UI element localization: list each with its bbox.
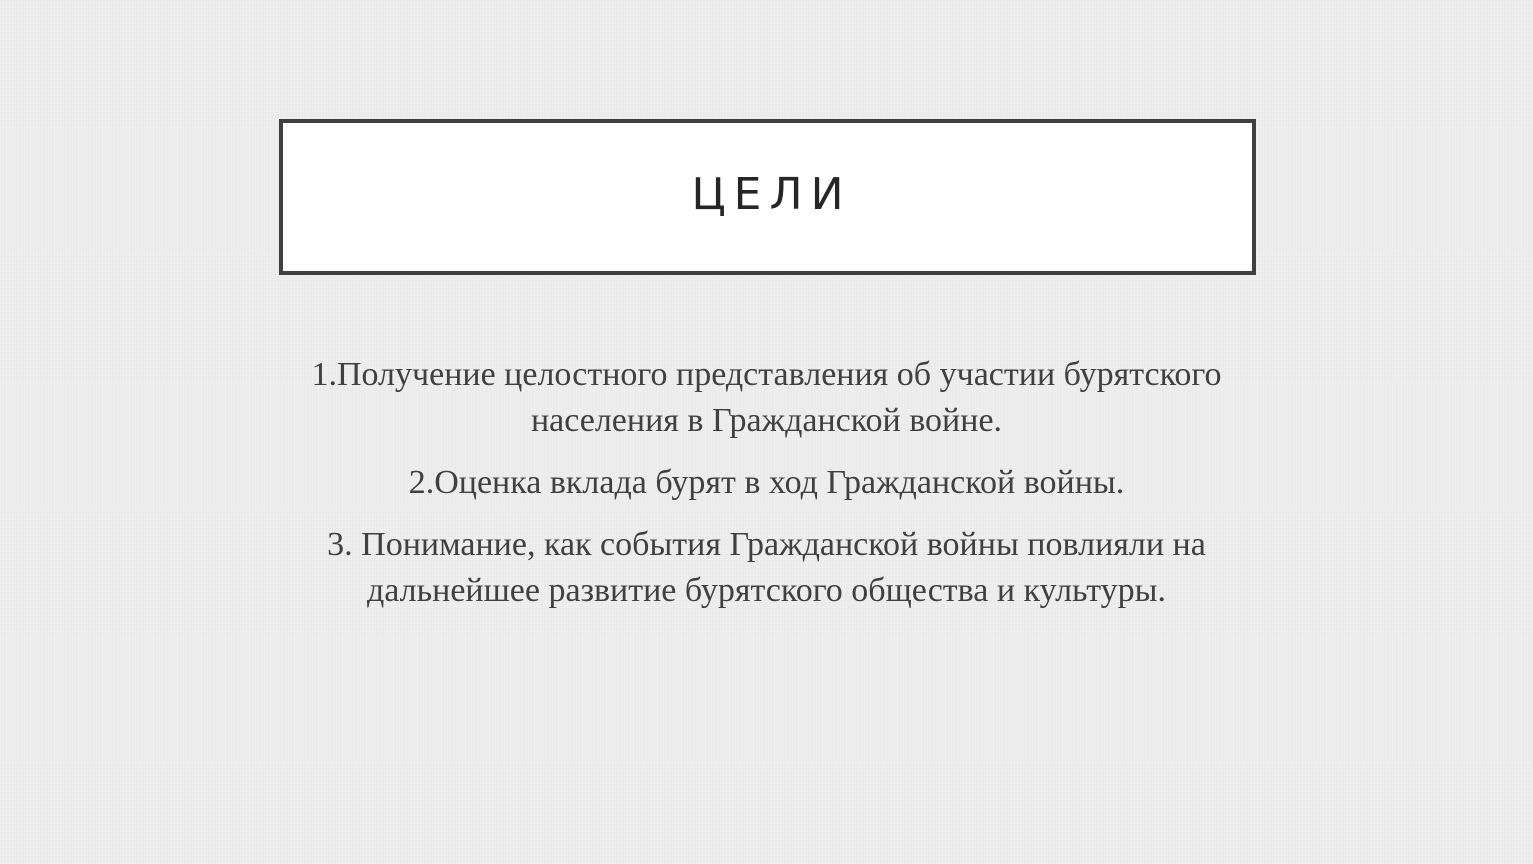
title-box	[279, 119, 1256, 275]
slide-title: ЦЕЛИ	[691, 168, 852, 220]
goal-item-1: 1.Получение целостного представления об участии бурятского населения в Гражданской войне.	[311, 356, 1222, 439]
goal-item-2: 2.Оценка вклада бурят в ход Гражданской войны.	[408, 464, 1125, 501]
goal-item-3: 3. Понимание, как события Гражданской войны повлияли на дальнейшее развитие бурятского общества и культуры.	[327, 526, 1206, 609]
goals-list	[240, 352, 1293, 630]
